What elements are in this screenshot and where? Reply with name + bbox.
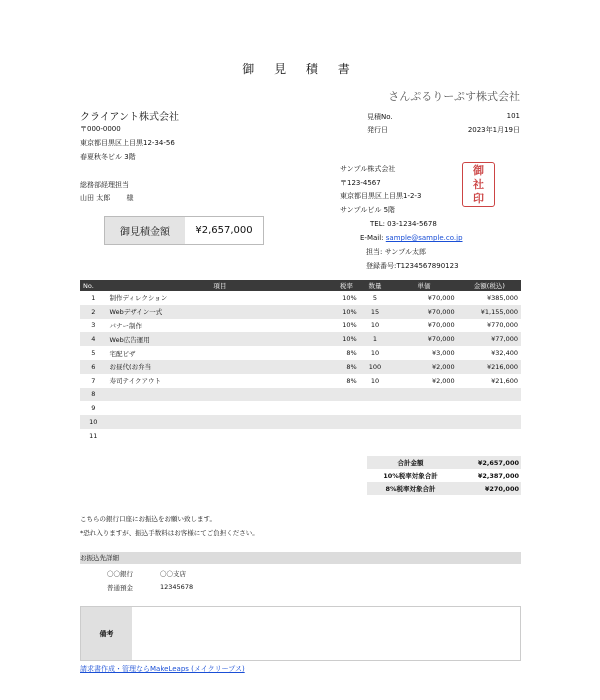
seal-char-3: 印 bbox=[473, 192, 484, 205]
cell-amount bbox=[458, 415, 521, 429]
header-price: 単価 bbox=[390, 280, 457, 291]
estimate-no-label: 見積No. bbox=[367, 113, 393, 121]
cell-price: ¥2,000 bbox=[390, 374, 457, 388]
cell-no: 1 bbox=[80, 291, 107, 305]
cell-item bbox=[107, 401, 334, 415]
cell-no: 6 bbox=[80, 360, 107, 374]
cell-item bbox=[107, 429, 334, 443]
payment-note-1: こちらの銀行口座にお振込をお願い致します。 bbox=[80, 515, 216, 523]
tax8-total-value: ¥270,000 bbox=[454, 482, 521, 495]
sender-company-header: さんぷるりーぷす株式会社 bbox=[388, 90, 520, 103]
cell-tax: 10% bbox=[333, 305, 360, 319]
cell-item: お昼代(お弁当 bbox=[107, 360, 334, 374]
table-row bbox=[80, 374, 521, 388]
makeleaps-link[interactable]: 請求書作成・管理ならMakeLeaps (メイクリープス) bbox=[80, 665, 245, 673]
client-postal: 〒000-0000 bbox=[80, 125, 121, 133]
cell-amount: ¥385,000 bbox=[458, 291, 521, 305]
estimate-amount-value: ¥2,657,000 bbox=[195, 225, 253, 236]
cell-tax: 10% bbox=[333, 319, 360, 333]
cell-qty: 15 bbox=[360, 305, 391, 319]
issuer-email-label: E-Mail: bbox=[360, 234, 384, 242]
estimate-no: 101 bbox=[506, 112, 520, 120]
issuer-address-line1: 東京都目黒区上目黒1-2-3 bbox=[340, 192, 422, 200]
issue-date: 2023年1月19日 bbox=[467, 126, 520, 134]
cell-price: ¥70,000 bbox=[390, 291, 457, 305]
cell-qty bbox=[360, 415, 391, 429]
cell-tax: 8% bbox=[333, 360, 360, 374]
cell-price bbox=[390, 429, 457, 443]
table-row bbox=[80, 332, 521, 346]
cell-amount bbox=[458, 401, 521, 415]
cell-item: Webデザイン一式 bbox=[107, 305, 334, 319]
table-row bbox=[80, 415, 521, 429]
table-header-row bbox=[80, 280, 521, 291]
cell-price: ¥70,000 bbox=[390, 332, 457, 346]
bank-name: 〇〇銀行 bbox=[107, 570, 133, 578]
client-honorific: 様 bbox=[126, 194, 134, 202]
client-person-name: 山田 太郎 bbox=[80, 194, 111, 202]
issuer-email-row bbox=[360, 231, 463, 245]
cell-item bbox=[107, 388, 334, 402]
estimate-amount-label: 御見積金額 bbox=[105, 217, 185, 244]
cell-tax bbox=[333, 388, 360, 402]
cell-amount: ¥770,000 bbox=[458, 319, 521, 333]
company-seal bbox=[462, 162, 495, 207]
cell-tax: 8% bbox=[333, 374, 360, 388]
payment-note-2: *恐れ入りますが、振込手数料はお客様にてご負担ください。 bbox=[80, 529, 259, 537]
cell-qty: 10 bbox=[360, 374, 391, 388]
header-amount: 金額(税込) bbox=[458, 280, 521, 291]
cell-price bbox=[390, 401, 457, 415]
client-person bbox=[80, 191, 133, 205]
issuer-postal: 〒123-4567 bbox=[340, 179, 381, 187]
remarks-content bbox=[132, 607, 520, 660]
total-value: ¥2,657,000 bbox=[454, 456, 521, 469]
cell-item: 宅配ピザ bbox=[107, 346, 334, 360]
cell-amount bbox=[458, 429, 521, 443]
issuer-email-link[interactable]: sample@sample.co.jp bbox=[385, 234, 463, 242]
cell-item: バナー制作 bbox=[107, 319, 334, 333]
table-row bbox=[80, 360, 521, 374]
issuer-name: サンプル株式会社 bbox=[340, 165, 396, 173]
document-title: 御 見 積 書 bbox=[242, 62, 358, 76]
cell-qty: 100 bbox=[360, 360, 391, 374]
header-tax: 税率 bbox=[333, 280, 360, 291]
tax8-total-row bbox=[367, 482, 521, 495]
cell-tax bbox=[333, 429, 360, 443]
header-item: 項目 bbox=[107, 280, 334, 291]
issuer-tel: TEL: 03-1234-5678 bbox=[370, 220, 437, 228]
cell-tax: 8% bbox=[333, 346, 360, 360]
cell-price: ¥70,000 bbox=[390, 319, 457, 333]
bank-branch: 〇〇支店 bbox=[160, 570, 186, 578]
cell-qty bbox=[360, 401, 391, 415]
table-row bbox=[80, 346, 521, 360]
tax8-total-label: 8%税率対象合計 bbox=[367, 482, 454, 495]
issuer-contact: 担当: サンプル太郎 bbox=[366, 248, 426, 256]
cell-no: 5 bbox=[80, 346, 107, 360]
cell-no: 7 bbox=[80, 374, 107, 388]
header-qty: 数量 bbox=[360, 280, 391, 291]
cell-no: 10 bbox=[80, 415, 107, 429]
cell-amount: ¥1,155,000 bbox=[458, 305, 521, 319]
account-type: 普通預金 bbox=[107, 584, 133, 592]
cell-qty bbox=[360, 388, 391, 402]
line-items-table bbox=[80, 280, 521, 443]
table-row bbox=[80, 319, 521, 333]
cell-item: Web広告運用 bbox=[107, 332, 334, 346]
header-no: No. bbox=[80, 280, 107, 291]
cell-amount: ¥32,400 bbox=[458, 346, 521, 360]
tax10-total-row bbox=[367, 469, 521, 482]
total-label: 合計金額 bbox=[367, 456, 454, 469]
remarks-label: 備考 bbox=[81, 607, 132, 660]
cell-no: 8 bbox=[80, 388, 107, 402]
seal-char-2: 社 bbox=[473, 178, 484, 191]
tax10-total-value: ¥2,387,000 bbox=[477, 471, 519, 480]
client-name: クライアント株式会社 bbox=[80, 112, 179, 123]
totals-table bbox=[367, 456, 521, 495]
client-department: 総務部経理担当 bbox=[80, 181, 129, 189]
issue-date-label: 発行日 bbox=[367, 126, 388, 134]
cell-amount bbox=[458, 388, 521, 402]
client-address-line2: 春夏秋冬ビル 3階 bbox=[80, 153, 136, 161]
cell-no: 9 bbox=[80, 401, 107, 415]
cell-item: 寿司テイクアウト bbox=[107, 374, 334, 388]
tax10-total-label: 10%税率対象合計 bbox=[383, 472, 438, 480]
cell-price: ¥2,000 bbox=[390, 360, 457, 374]
cell-amount: ¥21,600 bbox=[458, 374, 521, 388]
cell-amount: ¥216,000 bbox=[458, 360, 521, 374]
table-row bbox=[80, 291, 521, 305]
cell-qty: 1 bbox=[360, 332, 391, 346]
cell-tax bbox=[333, 401, 360, 415]
seal-char-1: 御 bbox=[473, 164, 484, 177]
cell-item bbox=[107, 415, 334, 429]
table-row bbox=[80, 401, 521, 415]
issuer-address-line2: サンプルビル 5階 bbox=[340, 206, 396, 214]
cell-qty bbox=[360, 429, 391, 443]
table-row bbox=[80, 305, 521, 319]
cell-no: 11 bbox=[80, 429, 107, 443]
bank-details-header: お振込先詳細 bbox=[80, 552, 521, 564]
issuer-registration: 登録番号:T1234567890123 bbox=[366, 262, 459, 270]
cell-no: 2 bbox=[80, 305, 107, 319]
cell-qty: 5 bbox=[360, 291, 391, 305]
cell-qty: 10 bbox=[360, 346, 391, 360]
cell-no: 3 bbox=[80, 319, 107, 333]
cell-tax: 10% bbox=[333, 291, 360, 305]
cell-item: 制作ディレクション bbox=[107, 291, 334, 305]
remarks-box bbox=[80, 606, 521, 661]
table-row bbox=[80, 388, 521, 402]
cell-tax: 10% bbox=[333, 332, 360, 346]
account-number: 12345678 bbox=[160, 583, 194, 591]
total-row bbox=[367, 456, 521, 469]
client-address-line1: 東京都目黒区上目黒12-34-56 bbox=[80, 139, 175, 147]
cell-qty: 10 bbox=[360, 319, 391, 333]
cell-price: ¥70,000 bbox=[390, 305, 457, 319]
cell-price bbox=[390, 415, 457, 429]
cell-price bbox=[390, 388, 457, 402]
cell-no: 4 bbox=[80, 332, 107, 346]
cell-amount: ¥77,000 bbox=[458, 332, 521, 346]
estimate-amount-box bbox=[104, 216, 264, 245]
cell-price: ¥3,000 bbox=[390, 346, 457, 360]
table-row bbox=[80, 429, 521, 443]
cell-tax bbox=[333, 415, 360, 429]
